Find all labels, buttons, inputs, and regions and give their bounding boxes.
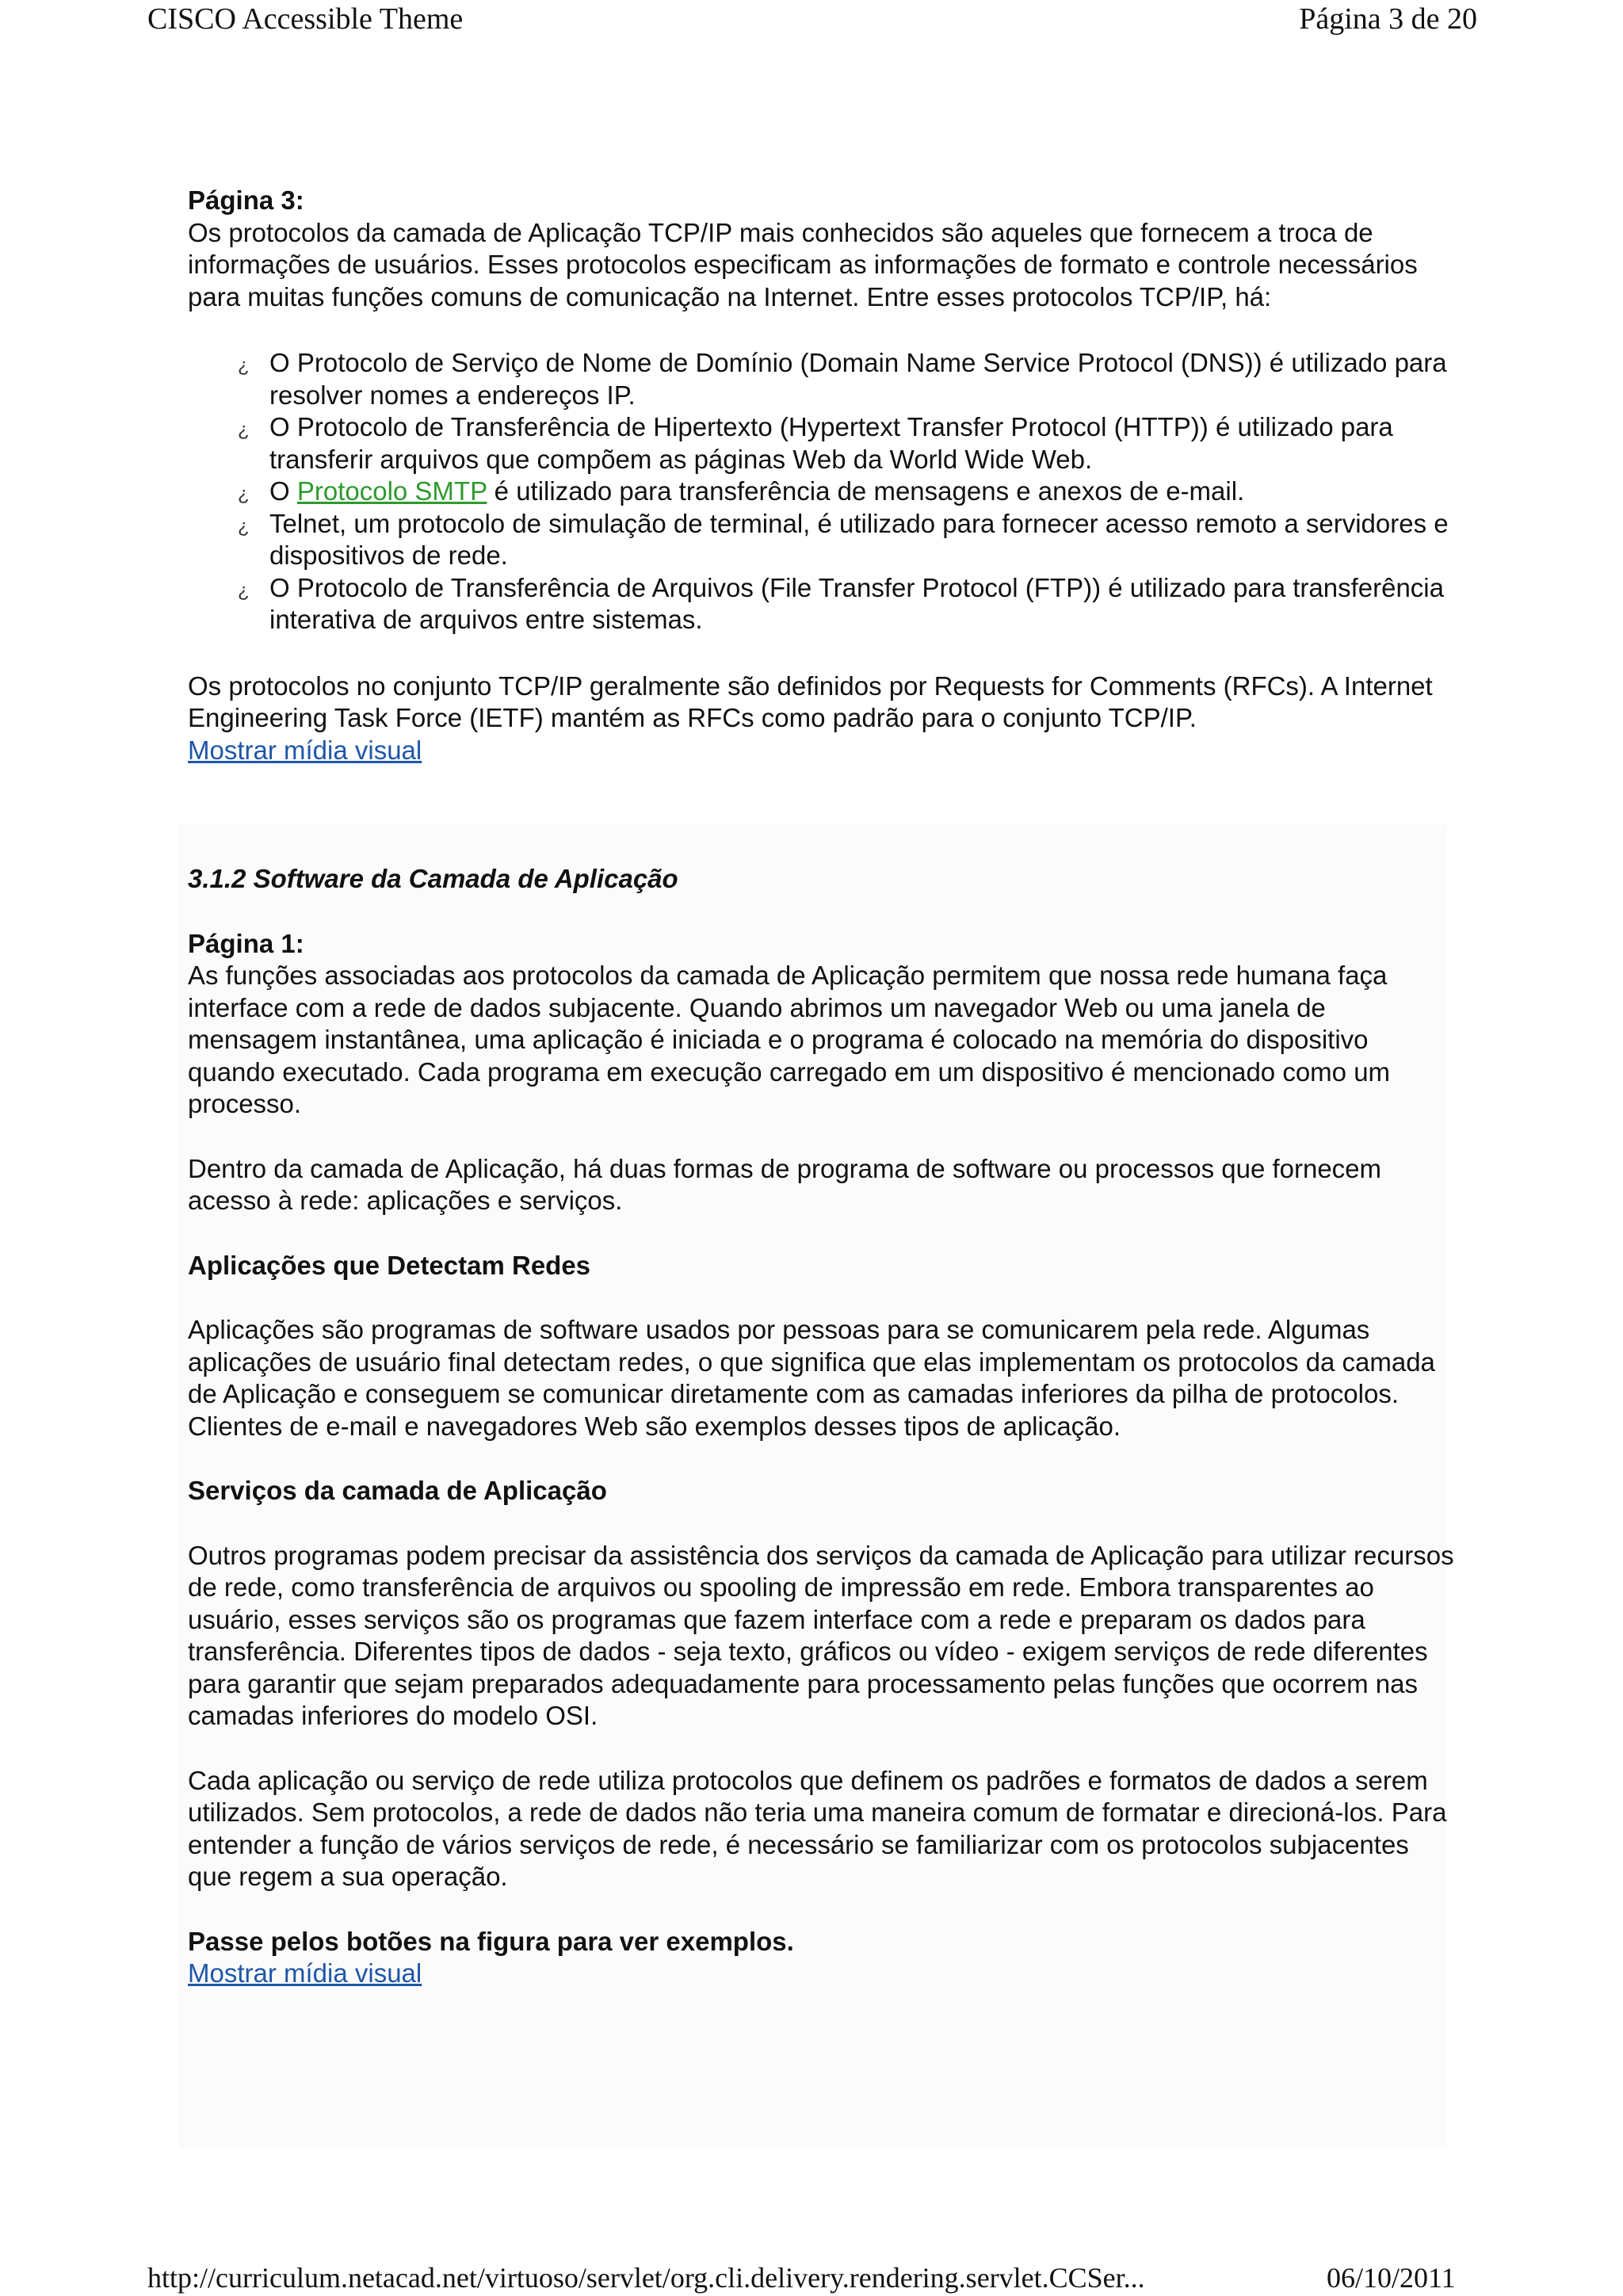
footer-url: http://curriculum.netacad.net/virtuoso/servlet/org.cli.delivery.rendering.servlet.CCSer... xyxy=(147,2262,1145,2294)
section-title: 3.1.2 Software da Camada de Aplicação xyxy=(188,864,678,893)
main-content xyxy=(188,185,1456,1990)
paragraph: Dentro da camada de Aplicação, há duas formas de programa de software ou processos que fornecem acesso à rede: aplicações e serviços. xyxy=(188,1153,1382,1215)
list-item xyxy=(188,411,1456,476)
protocol-list xyxy=(188,347,1456,636)
list-item-suffix: é utilizado para transferência de mensagens e anexos de e-mail. xyxy=(487,476,1245,506)
page-header xyxy=(0,0,1623,38)
bullet-icon: ¿ xyxy=(238,419,250,441)
paragraph: Outros programas podem precisar da assistência dos serviços da camada de Aplicação para utilizar recursos de rede, como transferência de arquivos ou spooling de impressão em rede. Embora transparentes ao usuário, esses serviços são os programas que fazem interface com a rede e preparam os dados para transferência. Diferentes tipos de dados - seja texto, gráficos ou vídeo - exigem serviços de rede diferentes para garantir que sejam preparados adequadamente para processamento pelas funções que ocorrem nas camadas inferiores do modelo OSI. xyxy=(188,1540,1454,1730)
bullet-icon: ¿ xyxy=(238,483,250,505)
bullet-icon: ¿ xyxy=(238,355,250,376)
page-number: Página 3 de 20 xyxy=(1299,2,1477,36)
list-item-prefix: O xyxy=(269,476,297,506)
list-item-text: Telnet, um protocolo de simulação de terminal, é utilizado para fornecer acesso remoto a servidores e dispositivos de rede. xyxy=(269,508,1449,570)
page-heading: Página 1: xyxy=(188,928,304,958)
intro-paragraph: Os protocolos da camada de Aplicação TCP/IP mais conhecidos são aqueles que fornecem a troca de informações de usuários. Esses protocolos especificam as informações de formato e controle necessários para muitas funções comuns de comunicação na Internet. Entre esses protocolos TCP/IP, há: xyxy=(188,217,1418,311)
list-item xyxy=(188,347,1456,411)
list-item-text: O Protocolo de Transferência de Hipertexto (Hypertext Transfer Protocol (HTTP)) é utilizado para transferir arquivos que compõem as páginas Web da World Wide Web. xyxy=(269,412,1393,474)
list-item xyxy=(188,476,1456,508)
smtp-protocol-link[interactable]: Protocolo SMTP xyxy=(296,476,487,506)
show-visual-media-link[interactable]: Mostrar mídia visual xyxy=(188,1958,422,1988)
call-to-action: Passe pelos botões na figura para ver exemplos. xyxy=(188,1926,794,1956)
bullet-icon: ¿ xyxy=(238,515,250,537)
paragraph: Cada aplicação ou serviço de rede utiliza protocolos que definem os padrões e formatos de dados a serem utilizados. Sem protocolos, a rede de dados não teria uma maneira comum de formatar e direcioná-los. Para entender a função de vários serviços de rede, é necessário se familiarizar com os protocolos subjacentes que regem a sua operação. xyxy=(188,1765,1447,1891)
document-title: CISCO Accessible Theme xyxy=(147,2,464,36)
subheading: Aplicações que Detectam Redes xyxy=(188,1250,591,1280)
list-item xyxy=(188,508,1456,572)
paragraph: Aplicações são programas de software usados por pessoas para se comunicarem pela rede. Algumas aplicações de usuário final detectam redes, o que significa que elas implementam os protocolos da camada de Aplicação e conseguem se comunicar diretamente com as camadas inferiores da pilha de protocolos. Clientes de e-mail e navegadores Web são exemplos desses tipos de aplicação. xyxy=(188,1315,1435,1441)
page-heading: Página 3: xyxy=(188,185,304,215)
show-visual-media-link[interactable]: Mostrar mídia visual xyxy=(188,735,422,765)
list-item xyxy=(188,572,1456,636)
subheading: Serviços da camada de Aplicação xyxy=(188,1476,607,1505)
footer-date: 06/10/2011 xyxy=(1327,2262,1456,2294)
paragraph: As funções associadas aos protocolos da camada de Aplicação permitem que nossa rede humana faça interface com a rede de dados subjacente. Quando abrimos um navegador Web ou uma janela de mensagem instantânea, uma aplicação é iniciada e o programa é colocado na memória do dispositivo quando executado. Cada programa em execução carregado em um dispositivo é mencionado como um processo. xyxy=(188,961,1391,1118)
bullet-icon: ¿ xyxy=(238,579,250,602)
closing-paragraph: Os protocolos no conjunto TCP/IP geralmente são definidos por Requests for Comments (RFCs). A Internet Engineering Task Force (IETF) mantém as RFCs como padrão para o conjunto TCP/IP. xyxy=(188,670,1433,732)
list-item-text: O Protocolo de Serviço de Nome de Domínio (Domain Name Service Protocol (DNS)) é utilizado para resolver nomes a endereços IP. xyxy=(269,348,1447,410)
list-item-text: O Protocolo de Transferência de Arquivos (File Transfer Protocol (FTP)) é utilizado para transferência interativa de arquivos entre sistemas. xyxy=(269,572,1444,634)
